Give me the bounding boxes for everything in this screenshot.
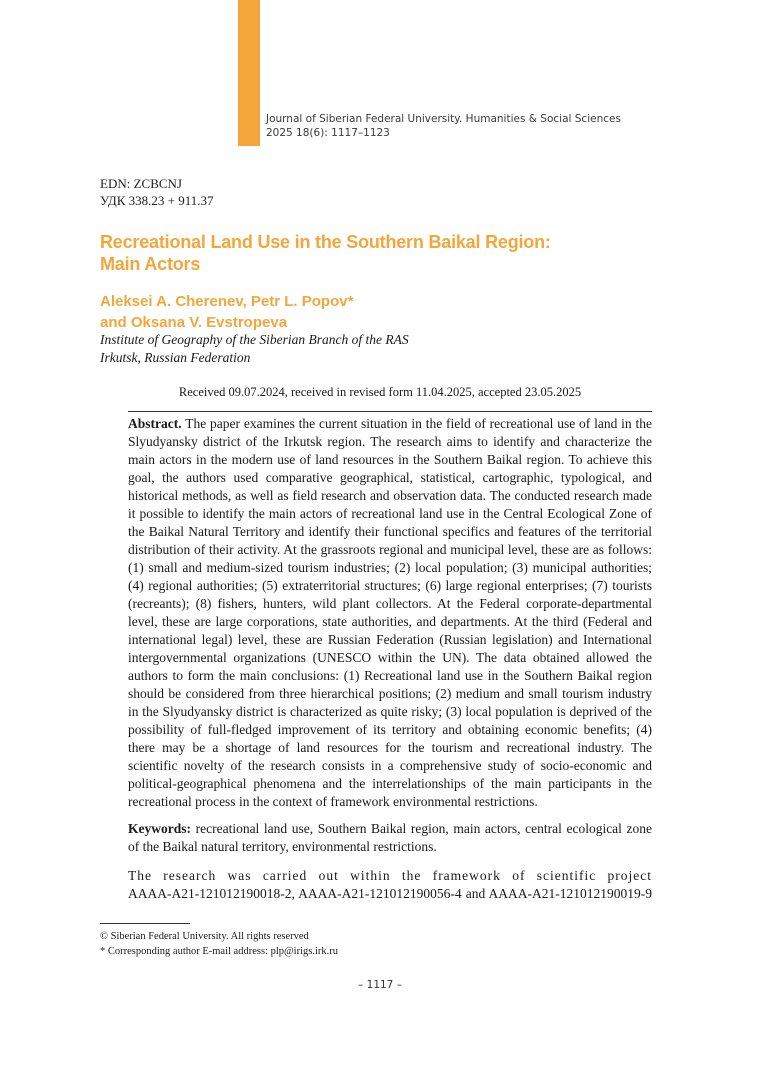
- journal-accent-bar: [238, 0, 260, 146]
- author-list: [100, 291, 660, 333]
- classification-codes: [100, 175, 214, 209]
- abstract: [128, 415, 652, 811]
- abstract-text: The paper examines the current situation in the field of recreational use of land in the Slyudyansky district of the Irkutsk region. The research aims to identify and characterize the main actors in the modern use of land resources in the Southern Baikal region. To achieve this goal, the authors used comparative geographical, statistical, cartographic, typological, and historical methods, as well as field research and observation data. The conducted research made it possible to identify the main actors of recreational land use in the Central Ecological Zone of the Baikal Natural Territory and identify their functional specifics and features of the territorial distribution of their activity. At the grassroots regional and municipal level, these are as follows: (1) small and medium-sized tourism industries; (2) local population; (3) municipal authorities; (4) regional authorities; (5) extraterritorial structures; (6) large regional enterprises; (7) tourists (recreants); (8) fishers, hunters, wild plant collectors. At the Federal corporate-departmental level, these are large corporations, state authorities, and departments. At the third (Federal and international legal) level, these are Russian Federation (Russian legislation) and International intergovernmental organizations (UNESCO within the UN). The data obtained allowed the authors to form the main conclusions: (1) Recreational land use in the Southern Baikal region should be considered from three hierarchical positions; (2) medium and small tourism industry in the Slyudyansky district is characterized as quite risky; (3) local population is deprived of the possibility of full-fledged improvement of its territory and obtaining economic benefits; (4) there may be a shortage of land resources for the tourism and recreational industry. The scientific novelty of the research consists in a comprehensive study of socio-economic and political-geographical phenomena and the interrelationships of the main participants in the recreational process in the context of framework environmental restrictions.: [128, 416, 652, 809]
- keywords: [128, 820, 652, 856]
- paper-title: [100, 231, 660, 275]
- footnote-rule: [100, 923, 190, 924]
- keywords-text: recreational land use, Southern Baikal region, main actors, central ecological zone of the Baikal natural territory, environmental restrictions.: [128, 821, 653, 854]
- udk-code: УДК 338.23 + 911.37: [100, 193, 214, 208]
- abstract-top-rule: [128, 411, 652, 412]
- authors-line-2: and Oksana V. Evstropeva: [100, 314, 288, 331]
- edn-code: EDN: ZCBCNJ: [100, 176, 182, 191]
- funding-line-1: The research was carried out within the framework of scientific project: [128, 868, 652, 883]
- affiliation-location: Irkutsk, Russian Federation: [100, 350, 251, 365]
- affiliation: [100, 331, 660, 367]
- journal-issue: 2025 18(6): 1117–1123: [266, 127, 390, 139]
- keywords-label: Keywords:: [128, 821, 191, 836]
- funding-line-2: AAAA-A21-121012190018-2, AAAA-A21-121012190056-4 and AAAA-A21-121012190019-9: [128, 886, 652, 901]
- journal-header: [266, 112, 621, 140]
- title-line-2: Main Actors: [100, 254, 201, 274]
- page-number: – 1117 –: [358, 979, 402, 991]
- corresponding-author-note: * Corresponding author E-mail address: plp@irigs.irk.ru: [100, 946, 339, 957]
- abstract-label: Abstract.: [128, 416, 182, 431]
- footnotes: [100, 929, 660, 959]
- affiliation-institute: Institute of Geography of the Siberian Branch of the RAS: [100, 332, 409, 347]
- copyright-note: © Siberian Federal University. All rights reserved: [100, 931, 309, 942]
- funding-note: [128, 867, 652, 903]
- journal-name: Journal of Siberian Federal University. Humanities & Social Sciences: [266, 113, 621, 125]
- title-line-1: Recreational Land Use in the Southern Baikal Region:: [100, 232, 551, 252]
- received-dates: Received 09.07.2024, received in revised form 11.04.2025, accepted 23.05.2025: [178, 385, 582, 399]
- authors-line-1: Aleksei A. Cherenev, Petr L. Popov*: [100, 293, 354, 310]
